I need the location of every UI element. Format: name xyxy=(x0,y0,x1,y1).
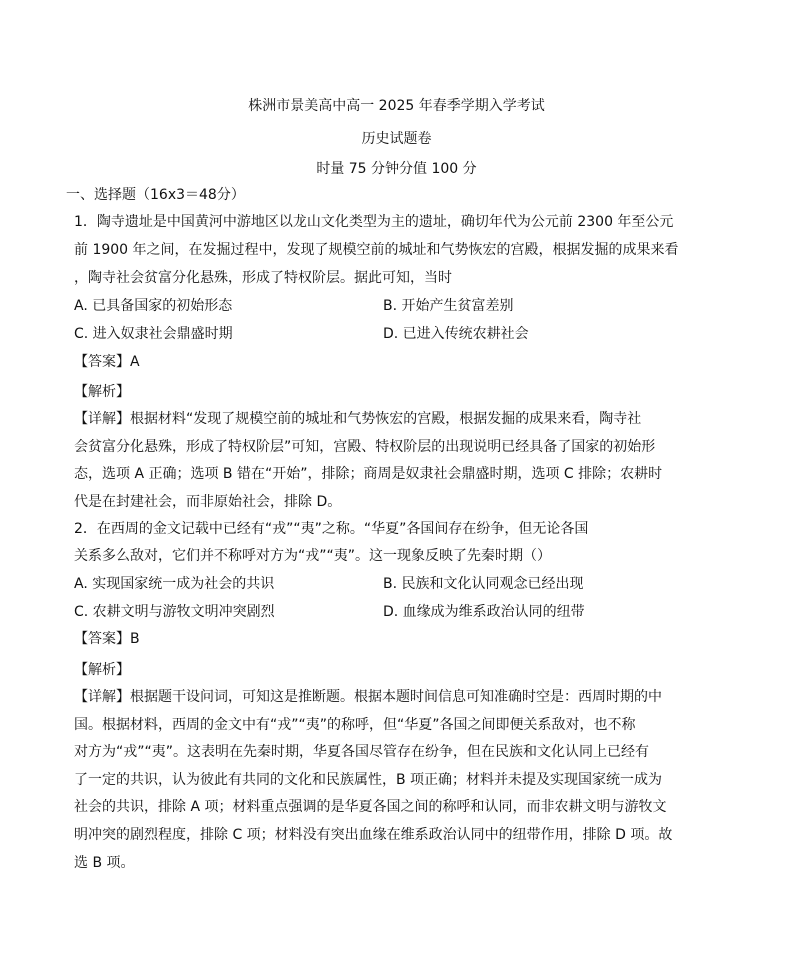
q2-stem-line-2: 关系多么敌对，它们并不称呼对方为“戎”“夷”。这一现象反映了先秦时期（） xyxy=(74,548,552,564)
q1-detail-line-2: 会贫富分化悬殊，形成了特权阶层”可知，宫殿、特权阶层的出现说明已经具备了国家的初始形 xyxy=(74,439,656,455)
q1-option-d: D. 已进入传统农耕社会 xyxy=(383,326,529,342)
q2-stem-line-1: 2．在西周的金文记载中已经有“戎”“夷”之称。“华夏”各国间存在纷争，但无论各国 xyxy=(74,521,589,537)
q1-stem-line-2: 前 1900 年之间，在发掘过程中，发现了规模空前的城址和气势恢宏的宫殿，根据发掘的成果来看 xyxy=(74,242,679,258)
exam-subtitle: 历史试题卷 xyxy=(361,131,432,147)
q2-answer: 【答案】B xyxy=(74,631,140,647)
q2-detail-line-6: 明冲突的剧烈程度，排除 C 项；材料没有突出血缘在维系政治认同中的纽带作用，排除 D 项。故 xyxy=(74,827,673,843)
exam-title: 株洲市景美高中高一 2025 年春季学期入学考试 xyxy=(248,98,545,114)
q2-detail-line-3: 对方为“戎”“夷”。这表明在先秦时期，华夏各国尽管存在纷争，但在民族和文化认同上已经有 xyxy=(74,744,650,760)
q2-detail-line-2: 国。根据材料，西周的金文中有“戎”“夷”的称呼，但“华夏”各国之间即便关系敌对，也不称 xyxy=(74,717,636,733)
q2-option-b: B. 民族和文化认同观念已经出现 xyxy=(383,576,584,592)
q2-option-d: D. 血缘成为维系政治认同的纽带 xyxy=(383,604,585,620)
q1-stem-line-3: ，陶寺社会贫富分化悬殊，形成了特权阶层。据此可知，当时 xyxy=(74,270,452,286)
q2-detail-line-4: 了一定的共识，认为彼此有共同的文化和民族属性，B 项正确；材料并未提及实现国家统一成为 xyxy=(74,772,663,788)
q2-option-a: A. 实现国家统一成为社会的共识 xyxy=(74,576,275,592)
q1-detail-line-4: 代是在封建社会，而非原始社会，排除 D。 xyxy=(74,494,342,510)
q1-analysis-label: 【解析】 xyxy=(74,384,130,400)
q1-detail-line-3: 态，选项 A 正确；选项 B 错在“开始”，排除；商周是奴隶社会鼎盛时期，选项 C 排除；农耕时 xyxy=(74,466,663,482)
q1-detail-line-1: 【详解】根据材料“发现了规模空前的城址和气势恢宏的宫殿，根据发掘的成果来看，陶寺社 xyxy=(74,411,642,427)
q1-option-c: C. 进入奴隶社会鼎盛时期 xyxy=(74,326,233,342)
q2-option-c: C. 农耕文明与游牧文明冲突剧烈 xyxy=(74,604,275,620)
q2-detail-line-5: 社会的共识，排除 A 项；材料重点强调的是华夏各国之间的称呼和认同，而非农耕文明与游牧文 xyxy=(74,799,667,815)
section-heading: 一、选择题（16x3＝48分） xyxy=(66,187,245,203)
q2-detail-line-7: 选 B 项。 xyxy=(74,855,135,871)
q1-stem-line-1: 1．陶寺遗址是中国黄河中游地区以龙山文化类型为主的遗址，确切年代为公元前 2300 年至公元 xyxy=(74,214,674,230)
q1-option-b: B. 开始产生贫富差别 xyxy=(383,298,514,314)
exam-info: 时量 75 分钟分值 100 分 xyxy=(316,161,477,177)
q2-analysis-label: 【解析】 xyxy=(74,662,130,678)
q1-option-a: A. 已具备国家的初始形态 xyxy=(74,298,233,314)
q2-detail-line-1: 【详解】根据题干设问词，可知这是推断题。根据本题时间信息可知准确时空是：西周时期的中 xyxy=(74,689,662,705)
q1-answer: 【答案】A xyxy=(74,354,140,370)
